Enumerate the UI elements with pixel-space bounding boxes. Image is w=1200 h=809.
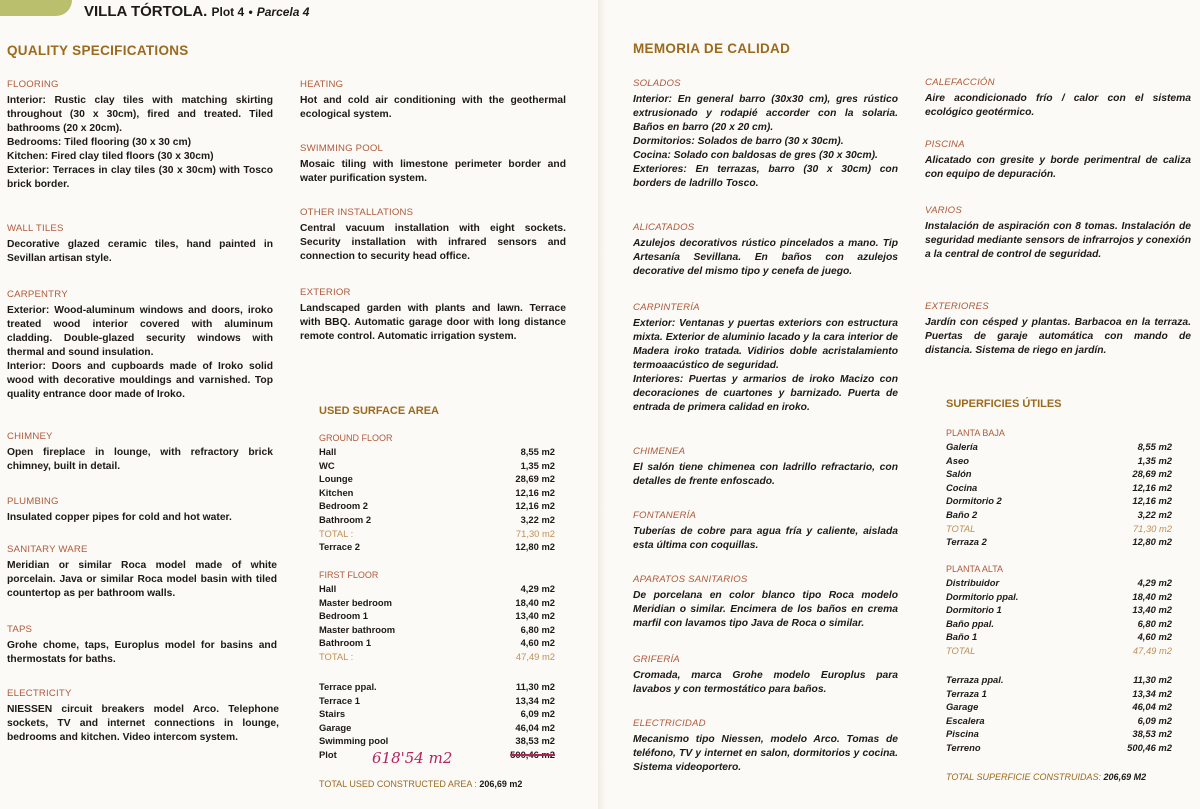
table-row: Baño ppal. 6,80 m2	[946, 617, 1172, 629]
piscina-title: PISCINA	[925, 139, 965, 150]
planta-alta-block	[946, 564, 1172, 658]
electricity-text: NIESSEN circuit breakers model Arco. Telephone sockets, TV and internet connections in lounge, bedrooms and kitchen. Video intercom system.	[7, 704, 279, 743]
varios-title: VARIOS	[925, 205, 962, 216]
sanitary-ware-text: Meridian or similar Roca model made of white porcelain. Java or similar Roca model basin with tiled countertop as per bathroom walls.	[7, 560, 277, 599]
first-floor-block	[319, 570, 555, 664]
table-row: Distribuidor 4,29 m2	[946, 577, 1172, 588]
villa-name: VILLA TÓRTOLA.	[84, 3, 208, 20]
flooring-title: FLOORING	[7, 79, 59, 90]
table-row: Terrace 1 13,34 m2	[319, 694, 555, 706]
table-row: Hall 4,29 m2	[319, 583, 555, 594]
griferia-title: GRIFERÍA	[633, 654, 680, 665]
carpinteria-section	[633, 302, 898, 415]
table-row: Terrace ppal. 11,30 m2	[319, 681, 555, 692]
swimming-pool-title: SWIMMING POOL	[300, 143, 384, 154]
table-row: Terraza 2 12,80 m2	[946, 536, 1172, 548]
taps-title: TAPS	[7, 624, 33, 635]
planta-alta-title: PLANTA ALTA	[946, 564, 1004, 574]
chimenea-title: CHIMENEA	[633, 446, 686, 457]
exterior-areas-block	[946, 673, 1172, 755]
aparatos-sanitarios-title: APARATOS SANITARIOS	[633, 574, 748, 585]
total-used-constructed-area: TOTAL USED CONSTRUCTED AREA : 206,69 m2	[319, 779, 523, 789]
table-row: Cocina 12,16 m2	[946, 481, 1172, 493]
table-row: Hall 8,55 m2	[319, 446, 555, 457]
alicatados-title: ALICATADOS	[633, 222, 695, 233]
griferia-section	[633, 654, 898, 697]
exteriores-title: EXTERIORES	[925, 301, 989, 312]
taps-section	[7, 624, 277, 667]
superficies-utiles-heading: SUPERFICIES ÚTILES	[946, 398, 1062, 410]
fontaneria-title: FONTANERÍA	[633, 510, 697, 521]
table-row: Dormitorio ppal. 18,40 m2	[946, 590, 1172, 602]
quality-specifications-heading: QUALITY SPECIFICATIONS	[7, 43, 189, 58]
table-row: Piscina 38,53 m2	[946, 728, 1172, 740]
electricidad-title: ELECTRICIDAD	[633, 718, 706, 729]
handwritten-plot-area: 618'54 m2	[372, 749, 453, 767]
table-row: WC 1,35 m2	[319, 459, 555, 471]
varios-section	[925, 205, 1191, 262]
exteriores-text: Jardín con césped y plantas. Barbacoa en la terraza. Puertas de garaje automática con mando de distancia. Sistema de riego en jardín.	[925, 317, 1191, 356]
swimming-pool-text: Mosaic tiling with limestone perimeter border and water purification system.	[300, 159, 566, 184]
piscina-section	[925, 139, 1191, 182]
other-installations-section	[300, 207, 566, 264]
planta-baja-table	[946, 440, 1172, 549]
heating-text: Hot and cold air conditioning with the geothermal ecological system.	[300, 95, 566, 120]
sanitary-ware-title: SANITARY WARE	[7, 544, 88, 555]
table-row: Terreno 500,46 m2	[946, 741, 1172, 753]
wall-tiles-text: Decorative glazed ceramic tiles, hand painted in Sevillan artisan style.	[7, 239, 273, 264]
exterior-areas-table	[946, 673, 1172, 755]
ground-floor-block	[319, 433, 555, 554]
carpentry-text: Exterior: Wood-aluminum windows and doors, iroko treated wood interior covered with aluminum cladding. Double-glazed security windows with thermal and sound insulation. Interior: Doors and cupboards made of Iroko solid wood with decorative mouldings and varnished. Top quality entrance door made of Iroko.	[7, 305, 273, 400]
ground-floor-title: GROUND FLOOR	[319, 433, 393, 443]
solados-text: Interior: En general barro (30x30 cm), gres rústico extrusionado y rodapié accorder con la solaria. Baños en barro (20 x 20 cm). Dormitorios: Solados de barro (30 x 30cm). Cocina: Solado con baldosas de gres (30 x 30cm). Exteriores: En terrazas, barro (30 x 30cm) con borders de ladrillo Tosco.	[633, 94, 898, 189]
document-title	[84, 3, 309, 20]
piscina-text: Alicatado con gresite y borde perimentral de caliza con equipo de depuración.	[925, 155, 1191, 180]
exteriores-section	[925, 301, 1191, 358]
electricidad-text: Mecanismo tipo Niessen, modelo Arco. Tomas de teléfono, TV y internet en salon, dormitorios y cocina. Sistema videoportero.	[633, 734, 898, 773]
parcela-label: Parcela 4	[256, 5, 310, 19]
table-row: Master bedroom 18,40 m2	[319, 596, 555, 608]
table-row: Bathroom 1 4,60 m2	[319, 637, 555, 649]
total-row: TOTAL : 47,49 m2	[319, 650, 555, 662]
table-row: Baño 1 4,60 m2	[946, 631, 1172, 643]
first-floor-title: FIRST FLOOR	[319, 570, 379, 580]
flooring-section	[7, 79, 273, 192]
swimming-pool-section	[300, 143, 566, 186]
heating-title: HEATING	[300, 79, 344, 90]
chimney-section	[7, 431, 273, 474]
total-row: TOTAL 71,30 m2	[946, 522, 1172, 534]
memoria-de-calidad-heading: MEMORIA DE CALIDAD	[633, 41, 791, 56]
used-surface-area-heading: USED SURFACE AREA	[319, 405, 439, 417]
table-row: Bathroom 2 3,22 m2	[319, 513, 555, 525]
griferia-text: Cromada, marca Grohe modelo Europlus para lavabos y con termostático para baños.	[633, 670, 898, 695]
villa-logo	[0, 0, 72, 16]
sanitary-ware-section	[7, 544, 277, 601]
electricity-title: ELECTRICITY	[7, 688, 72, 699]
total-row: TOTAL : 71,30 m2	[319, 527, 555, 539]
electricidad-section	[633, 718, 898, 775]
table-row: Terraza ppal. 11,30 m2	[946, 674, 1172, 685]
table-row: Galería 8,55 m2	[946, 441, 1172, 452]
page-fold	[598, 0, 606, 809]
table-row: Plot 500,46 m2	[319, 748, 555, 760]
aparatos-sanitarios-text: De porcelana en color blanco tipo Roca modelo Meridian o similar. Encimera de los baños en crema marfil con lavamos tipo Java de Roca o similar.	[633, 590, 898, 629]
varios-text: Instalación de aspiración con 8 tomas. Instalación de seguridad mediante sensors de infrarrojos y conexión a la central de control de seguridad.	[925, 221, 1191, 260]
table-row: Terrace 2 12,80 m2	[319, 541, 555, 553]
other-installations-text: Central vacuum installation with eight sockets. Security installation with infrared sensors and connection to security head office.	[300, 223, 566, 262]
planta-baja-title: PLANTA BAJA	[946, 428, 1005, 438]
table-row: Aseo 1,35 m2	[946, 454, 1172, 466]
planta-baja-block	[946, 428, 1172, 549]
planta-alta-table	[946, 576, 1172, 658]
table-row: Terraza 1 13,34 m2	[946, 687, 1172, 699]
carpentry-section	[7, 289, 273, 402]
table-row: Escalera 6,09 m2	[946, 714, 1172, 726]
ground-floor-table	[319, 445, 555, 554]
exterior-section	[300, 287, 566, 344]
aparatos-sanitarios-section	[633, 574, 898, 631]
taps-text: Grohe chome, taps, Europlus model for basins and thermostats for baths.	[7, 640, 277, 665]
solados-section	[633, 78, 898, 191]
alicatados-section	[633, 222, 898, 279]
first-floor-table	[319, 582, 555, 664]
solados-title: SOLADOS	[633, 78, 681, 89]
fontaneria-section	[633, 510, 898, 553]
table-row: Master bathroom 6,80 m2	[319, 623, 555, 635]
other-installations-title: OTHER INSTALLATIONS	[300, 207, 414, 218]
carpinteria-text: Exterior: Ventanas y puertas exteriors con estructura mixta. Exterior de aluminio lacado y la cara interior de Madera iroko tratada. Vidirios doble acristalamiento termoaacústico de seguridad. Interiores: Puertas y armarios de iroko Macizo con decoraciones de cuartones y barnizado. Puerta de entrada de primera calidad en iroko.	[633, 318, 898, 413]
heating-section	[300, 79, 566, 122]
exterior-title: EXTERIOR	[300, 287, 351, 298]
carpinteria-title: CARPINTERÍA	[633, 302, 700, 313]
total-row: TOTAL 47,49 m2	[946, 644, 1172, 656]
chimenea-text: El salón tiene chimenea con ladrillo refractario, con detalles de frente enfoscado.	[633, 462, 898, 487]
separator-dot: •	[248, 5, 253, 19]
table-row: Garage 46,04 m2	[319, 721, 555, 733]
flooring-text: Interior: Rustic clay tiles with matching skirting throughout (30 x 30cm), fired and treated. Tiled bathrooms (20 x 20cm). Bedrooms: Tiled flooring (30 x 30 cm) Kitchen: Fired clay tiled floors (30 x 30cm) Exterior: Terraces in clay tiles (30 x 30cm) with Tosco brick border.	[7, 95, 273, 190]
table-row: Bedroom 2 12,16 m2	[319, 500, 555, 512]
plumbing-title: PLUMBING	[7, 496, 59, 507]
alicatados-text: Azulejos decorativos rústico pincelados a mano. Tip Artesanía Sevillana. En baños con azulejos decorative del mismo tipo y cenefa de juego.	[633, 238, 898, 277]
table-row: Lounge 28,69 m2	[319, 473, 555, 485]
plumbing-section	[7, 496, 281, 525]
fontaneria-text: Tuberías de cobre para agua fría y caliente, aislada esta última con coquillas.	[633, 526, 898, 551]
table-row: Dormitorio 2 12,16 m2	[946, 495, 1172, 507]
calefaccion-text: Aire acondicionado frío / calor con el sistema ecológico geotérmico.	[925, 93, 1191, 118]
wall-tiles-title: WALL TILES	[7, 223, 64, 234]
exterior-text: Landscaped garden with plants and lawn. Terrace with BBQ. Automatic garage door with long distance remote control. Automatic irrigation system.	[300, 303, 566, 342]
carpentry-title: CARPENTRY	[7, 289, 68, 300]
total-superficie-construidas: TOTAL SUPERFICIE CONSTRUIDAS: 206,69 M2	[946, 772, 1147, 782]
electricity-section	[7, 688, 279, 745]
plumbing-text: Insulated copper pipes for cold and hot water.	[7, 512, 232, 523]
table-row: Kitchen 12,16 m2	[319, 486, 555, 498]
chimney-text: Open fireplace in lounge, with refractory brick chimney, built in detail.	[7, 447, 273, 472]
table-row: Salón 28,69 m2	[946, 468, 1172, 480]
calefaccion-section	[925, 77, 1191, 120]
table-row: Swimming pool 38,53 m2	[319, 735, 555, 747]
table-row: Bedroom 1 13,40 m2	[319, 610, 555, 622]
calefaccion-title: CALEFACCIÓN	[925, 77, 995, 88]
plot-label: Plot 4	[211, 5, 245, 19]
wall-tiles-section	[7, 223, 273, 266]
table-row: Stairs 6,09 m2	[319, 708, 555, 720]
table-row: Garage 46,04 m2	[946, 701, 1172, 713]
table-row: Baño 2 3,22 m2	[946, 508, 1172, 520]
chimney-title: CHIMNEY	[7, 431, 53, 442]
chimenea-section	[633, 446, 898, 489]
table-row: Dormitorio 1 13,40 m2	[946, 604, 1172, 616]
